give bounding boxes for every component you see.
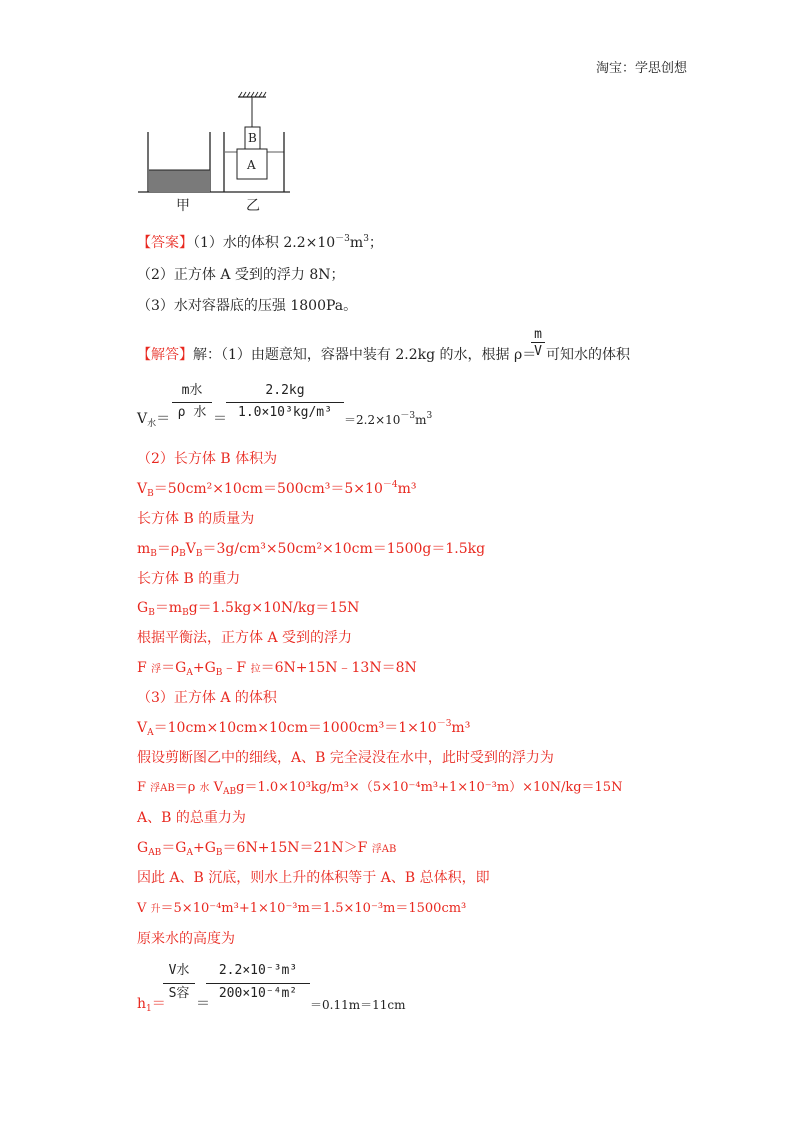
mb-rho: ＝ρ [156, 541, 180, 557]
va-rest: ＝10cm×10cm×10cm＝1000cm³＝1×10 [153, 720, 437, 736]
solution-tag: 【解答】 [137, 347, 193, 363]
v-water-result-unit-exp: 3 [426, 411, 433, 421]
gab-fsub: 浮AB [371, 844, 397, 855]
solution-intro-end: 可知水的体积 [546, 347, 630, 363]
answer-tag: 【答案】 [137, 235, 193, 251]
f-ga: A [186, 668, 193, 678]
h1-frac2-num: 2.2×10⁻³m³ [218, 963, 298, 978]
vs-rest: ＝5×10⁻⁴m³+1×10⁻³m＝1.5×10⁻³m＝1500cm³ [160, 901, 467, 916]
gb-mid: ＝m [154, 600, 183, 616]
solution-part-3-title: （3）正方体 A 的体积 [137, 690, 277, 706]
mb-m: m [137, 541, 151, 557]
f-gb: B [215, 668, 223, 678]
fab-v-sub: AB [223, 787, 237, 797]
answer-l1-exp: －3 [335, 234, 350, 244]
f-mid: ＝G [161, 660, 187, 676]
va-exp: －3 [436, 719, 452, 729]
f-la: 拉 [250, 664, 261, 675]
gravity-title: 长方体 B 的重力 [137, 571, 241, 587]
answer-line-2: （2）正方体 A 受到的浮力 8N； [137, 267, 345, 283]
mb-rho-sub: B [179, 549, 186, 559]
water-fill [149, 170, 210, 192]
rho-frac-den: V [534, 344, 542, 359]
h1-eq: ＝ [196, 996, 210, 1012]
v-water-frac2-den: 1.0×10³kg/m³ [238, 405, 332, 420]
mass-title: 长方体 B 的质量为 [137, 511, 255, 527]
gab-plus: +G [193, 840, 216, 856]
answer-l1-end: ； [368, 235, 383, 251]
f-buoyancy-equation [137, 660, 417, 678]
vs-sub: 升 [150, 904, 161, 915]
mb-v: V [185, 541, 196, 557]
gab-rest: ＝6N+15N＝21N＞F [222, 840, 372, 856]
vb-rest: ＝50cm²×10cm＝500cm³＝5×10 [153, 481, 383, 497]
sink-line: 因此 A、B 沉底，则水上升的体积等于 A、B 总体积，即 [137, 870, 490, 886]
h1-sub: 1 [146, 1004, 152, 1014]
v-water-v: V [137, 411, 148, 427]
h1-h: h [137, 996, 147, 1012]
gab-a: A [186, 848, 193, 858]
vb-equation [137, 480, 417, 499]
gab-sub: AB [148, 848, 162, 858]
mb-v-sub: B [195, 549, 203, 559]
vb-v: V [137, 481, 148, 497]
f-fsub: 浮 [151, 664, 162, 675]
gab-mid: ＝G [161, 840, 187, 856]
vs-equation [137, 902, 466, 915]
rho-frac-num: m [534, 327, 542, 342]
figure-containers [138, 88, 308, 212]
assume-line: 假设剪断图乙中的细线，A、B 完全浸没在水中，此时受到的浮力为 [137, 750, 554, 766]
block-b-label: B [248, 131, 257, 145]
fab-rho-sub: 水 [199, 783, 210, 794]
gb-g: G [137, 600, 149, 616]
v-water-frac1-den: ρ 水 [177, 405, 207, 420]
answer-l1-unit-exp: 3 [363, 234, 369, 244]
f-f: F [137, 660, 152, 676]
h1-frac1-num: V水 [168, 963, 190, 978]
gb-msub: B [182, 608, 189, 618]
figure-label-jia: 甲 [176, 198, 190, 214]
va-unit: m³ [451, 720, 471, 736]
fab-f: F [137, 780, 151, 795]
fab-mid: ＝ρ [174, 780, 200, 795]
total-gravity-title: A、B 的总重力为 [137, 810, 246, 826]
h1-frac2-den: 200×10⁻⁴m² [218, 986, 298, 1001]
gb-equation [137, 600, 360, 618]
f-rest: ＝6N+15N﹣13N＝8N [260, 660, 417, 676]
original-height-title: 原来水的高度为 [137, 931, 235, 947]
f-plus: +G [192, 660, 216, 676]
fab-rest: g＝1.0×10³kg/m³×（5×10⁻⁴m³+1×10⁻³m）×10N/kg＝15N [236, 780, 623, 795]
v-water-label: $V_水=$ [137, 411, 171, 429]
va-v: V [137, 720, 148, 736]
block-a-label: A [247, 158, 256, 172]
v-water-result [344, 411, 433, 427]
v-water-frac1-num: m水 [181, 383, 203, 398]
fab-v: V [209, 780, 224, 795]
answer-line-1 [137, 236, 383, 250]
balance-line: 根据平衡法，正方体 A 受到的浮力 [137, 630, 353, 646]
answer-l1-unit: m [349, 235, 364, 251]
v-water-frac2-num: 2.2kg [265, 383, 305, 398]
h1-result: ＝0.11m＝11cm [310, 998, 406, 1012]
solution-part-2-title: （2）长方体 B 体积为 [137, 451, 278, 467]
page-header-source: 淘宝：学思创想 [596, 61, 688, 76]
v-water-frac-1 [172, 384, 212, 424]
v-water-eq: ＝ [213, 411, 227, 427]
v-water-result-text: ＝2.2×10 [344, 413, 401, 427]
gb-sub: B [148, 608, 155, 618]
figure-label-yi: 乙 [246, 198, 260, 214]
solution-intro [137, 348, 536, 362]
answer-line-3: （3）水对容器底的压强 1800Pa。 [137, 298, 358, 314]
v-water-result-exp: －3 [400, 411, 416, 421]
solution-intro-text: 解：（1）由题意知，容器中装有 2.2kg 的水，根据 ρ＝ [193, 347, 537, 363]
vs-v: V [137, 901, 151, 916]
gab-b: B [215, 848, 223, 858]
answer-l1-text: （1）水的体积 2.2×10 [193, 235, 336, 251]
mb-sub: B [150, 549, 157, 559]
h1-label: $h_1=$ [137, 996, 166, 1014]
v-water-frac-2 [226, 384, 344, 424]
mb-equation [137, 541, 486, 559]
gab-equation [137, 840, 397, 858]
gb-rest: g＝1.5kg×10N/kg＝15N [188, 600, 360, 616]
vb-sub: B [147, 489, 154, 499]
vb-exp: －4 [382, 480, 398, 490]
va-sub: A [147, 728, 154, 738]
rho-fraction [531, 328, 545, 360]
gab-g: G [137, 840, 149, 856]
va-equation [137, 719, 471, 738]
vb-unit: m³ [397, 481, 417, 497]
fab-equation [137, 780, 623, 797]
v-water-sub: 水 [147, 419, 157, 429]
f-minus: ﹣F [222, 660, 251, 676]
v-water-result-unit: m [415, 413, 427, 427]
h1-frac1-den: S容 [168, 986, 190, 1001]
fab-sub: 浮AB [150, 783, 175, 794]
h1-frac-1 [163, 964, 195, 1008]
mb-calc: ＝3g/cm³×50cm²×10cm＝1500g＝1.5kg [202, 541, 486, 557]
h1-frac-2 [206, 964, 310, 1008]
